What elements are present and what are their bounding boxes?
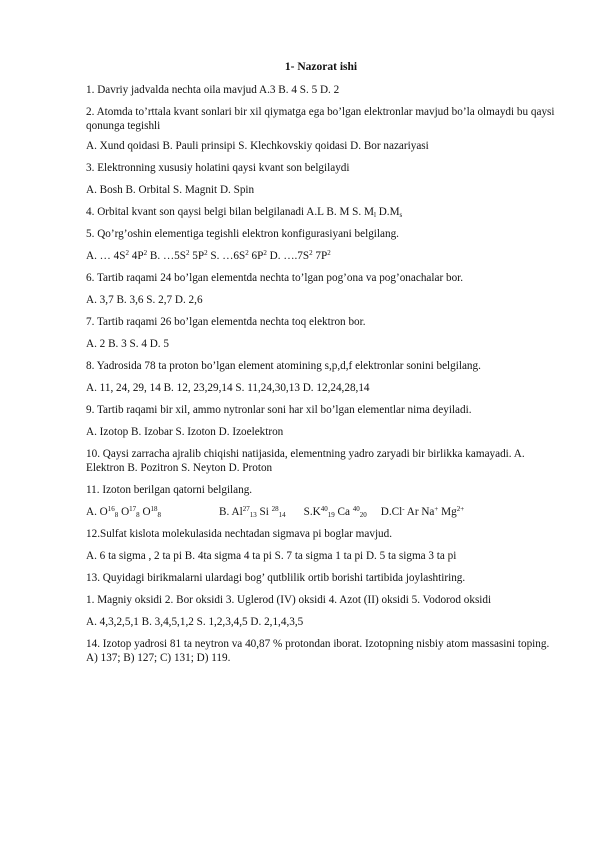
question-3: 3. Elektronning xususiy holatini qaysi kvant son belgilaydi [86, 162, 350, 174]
question-6-answers: A. 3,7 B. 3,6 S. 2,7 D. 2,6 [86, 294, 203, 306]
q11-sub: 8 [157, 511, 162, 519]
q5-exp: 2 [309, 249, 313, 257]
question-12: 12.Sulfat kislota molekulasida nechtadan sigmava pi boglar mavjud. [86, 528, 393, 540]
q11-sup: 40 [320, 505, 328, 513]
q11-a3: O [139, 506, 151, 518]
q5-exp: 2 [125, 249, 129, 257]
q11-sup: 40 [352, 505, 360, 513]
q5-b1: B. …5S [147, 250, 186, 262]
q5-b2: 5P [189, 250, 205, 262]
question-5-answers [86, 249, 556, 263]
question-3-answers: A. Bosh B. Orbital S. Magnit D. Spin [86, 184, 255, 196]
question-8: 8. Yadrosida 78 ta proton bo’lgan element atomining s,p,d,f elektronlar sonini belgilang. [86, 360, 481, 372]
question-4-sub-l: l [373, 211, 376, 219]
question-4-sub-s: s [399, 211, 403, 219]
q5-exp: 2 [185, 249, 190, 257]
q11-sup: 28 [271, 505, 279, 513]
q11-sup: 27 [242, 505, 250, 513]
q5-a1: A. … 4S [86, 250, 126, 262]
question-1: 1. Davriy jadvalda nechta oila mavjud A.3 B. 4 S. 5 D. 2 [86, 84, 340, 96]
question-8-answers: A. 11, 24, 29, 14 B. 12, 23,29,14 S. 11,24,30,13 D. 12,24,28,14 [86, 382, 370, 394]
question-6: 6. Tartib raqami 24 bo’lgan elementda nechta to’lgan pog’ona va pog’onachalar bor. [86, 272, 464, 284]
q11-sup: 18 [150, 505, 158, 513]
q11-sub: 20 [359, 511, 367, 519]
q5-exp: 2 [263, 249, 267, 257]
q11-sup: 2+ [456, 505, 465, 513]
q5-exp: 2 [327, 249, 331, 257]
q5-d1: D. ….7S [266, 250, 310, 262]
q11-c: S.K [303, 506, 321, 518]
question-10: 10. Qaysi zarracha ajralib chiqishi natijasida, elementning yadro zaryadi bir birlikka kamayadi. A. Elektron B. Pozitron S. Neyton D. Proton [86, 448, 525, 474]
q11-sub: 14 [278, 511, 286, 519]
q11-c2: Ca [334, 506, 353, 518]
q11-sub: 19 [327, 511, 335, 519]
question-14: 14. Izotop yadrosi 81 ta neytron va 40,87 % protondan iborat. Izotopning nisbiy atom massasini toping. A) 137; B) 127; C) 131; D) 119. [86, 638, 550, 664]
q5-exp: 2 [204, 249, 208, 257]
q11-d2: Ar Na [404, 506, 435, 518]
page-title: 1- Nazorat ishi [284, 61, 358, 73]
question-13-answers: A. 4,3,2,5,1 B. 3,4,5,1,2 S. 1,2,3,4,5 D. 2,1,4,3,5 [86, 616, 304, 628]
q11-a2: O [118, 506, 130, 518]
q5-c1: S. …6S [207, 250, 246, 262]
question-7: 7. Tartib raqami 26 bo’lgan elementda nechta toq elektron bor. [86, 316, 366, 328]
question-9-answers: A. Izotop B. Izobar S. Izoton D. Izoelektron [86, 426, 284, 438]
q11-sup: + [434, 505, 439, 513]
q5-c2: 6P [248, 250, 264, 262]
q11-b: B. Al [219, 506, 243, 518]
question-4-text: 4. Orbital kvant son qaysi belgi bilan belgilanadi A.L B. M S. M [86, 206, 374, 218]
question-13-items: 1. Magniy oksidi 2. Bor oksidi 3. Uglerod (IV) oksidi 4. Azot (II) oksidi 5. Vodorod oksidi [86, 594, 492, 606]
question-7-answers: A. 2 B. 3 S. 4 D. 5 [86, 338, 169, 350]
q11-sub: 8 [136, 511, 140, 519]
q11-a: A. O [86, 506, 108, 518]
q11-sub: 13 [249, 511, 257, 519]
question-11-answers [86, 505, 556, 519]
question-9: 9. Tartib raqami bir xil, ammo nytronlar soni har xil bo’lgan elementlar nima deyiladi. [86, 404, 472, 416]
question-2: 2. Atomda to’rttala kvant sonlari bir xil qiymatga ega bo’lgan elektronlar mavjud bo’la olmaydi bu qaysi qonunga tegishli [86, 106, 555, 132]
question-11: 11. Izoton berilgan qatorni belgilang. [86, 484, 253, 496]
question-5: 5. Qo’rg’oshin elementiga tegishli elektron konfigurasiyani belgilang. [86, 228, 399, 240]
q11-d: D.Cl [380, 506, 403, 518]
q11-sup: - [402, 505, 405, 513]
q5-exp: 2 [245, 249, 249, 257]
q11-d3: Mg [438, 506, 457, 518]
question-4-tail: D.M [375, 206, 400, 218]
q11-sup: 17 [129, 505, 137, 513]
q5-exp: 2 [143, 249, 148, 257]
q11-sup: 16 [107, 505, 115, 513]
q5-a2: 4P [128, 250, 144, 262]
question-2-answers: A. Xund qoidasi B. Pauli prinsipi S. Klechkovskiy qoidasi D. Bor nazariyasi [86, 140, 429, 152]
question-13: 13. Quyidagi birikmalarni ulardagi bog’ qutblilik ortib borishi tartibida joylashtiring. [86, 572, 466, 584]
q11-sub: 8 [114, 511, 119, 519]
question-4 [86, 205, 556, 219]
q5-d2: 7P [312, 250, 328, 262]
question-12-answers: A. 6 ta sigma , 2 ta pi B. 4ta sigma 4 ta pi S. 7 ta sigma 1 ta pi D. 5 ta sigma 3 ta pi [86, 550, 457, 562]
q11-b2: Si [256, 506, 272, 518]
